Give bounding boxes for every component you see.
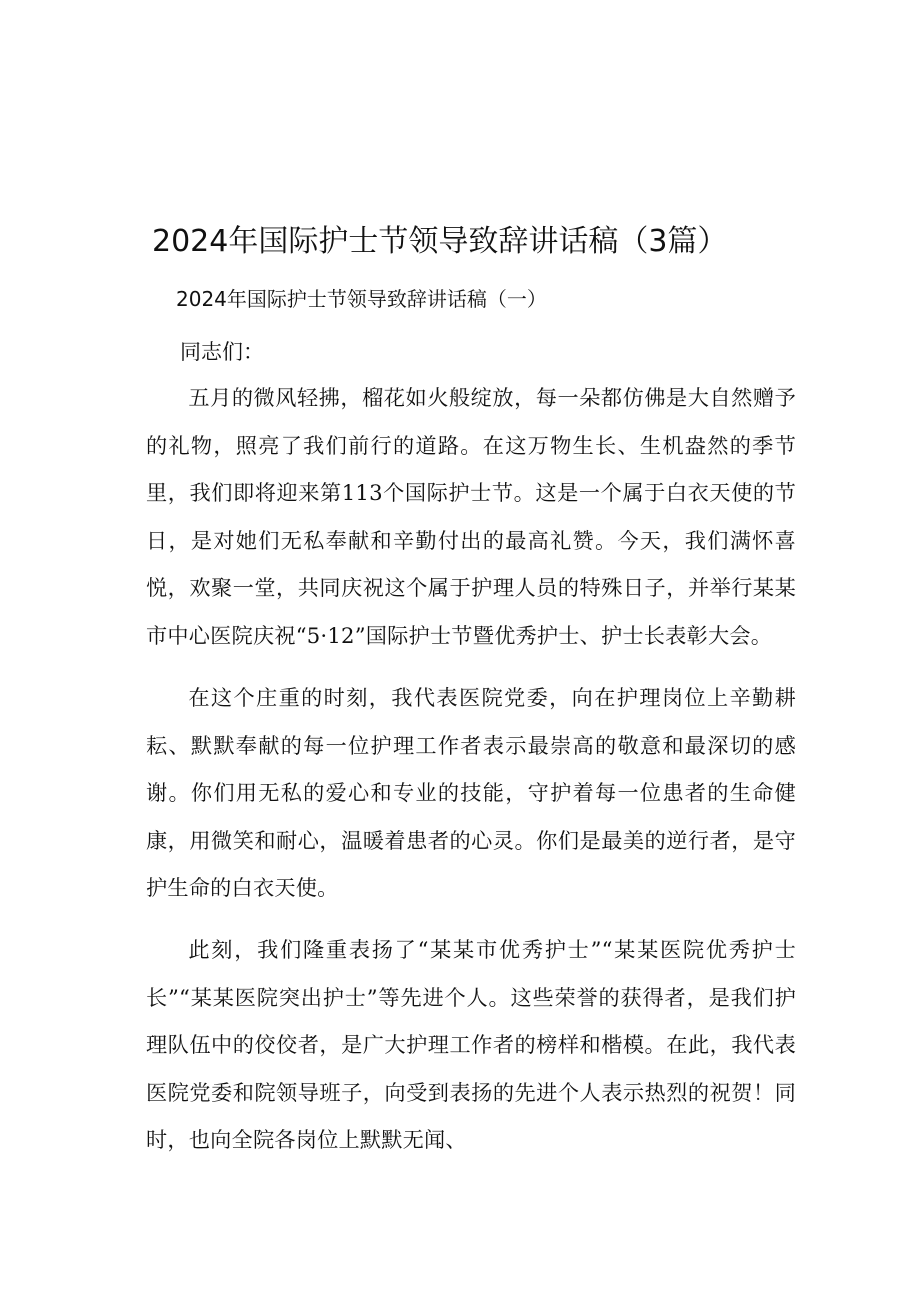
document-title: 2024年国际护士节领导致辞讲话稿（3篇） (152, 224, 728, 259)
greeting: 同志们： (180, 340, 264, 364)
document-subtitle: 2024年国际护士节领导致辞讲话稿（一） (176, 287, 547, 311)
body-paragraph-1: 五月的微风轻拂，榴花如火般绽放，每一朵都仿佛是大自然赠予的礼物，照亮了我们前行的道路。在这万物生长、生机盎然的季节里，我们即将迎来第113个国际护士节。这是一个属于白衣天使的节日，是对她们无私奉献和辛勤付出的最高礼赞。今天，我们满怀喜悦，欢聚一堂，共同庆祝这个属于护理人员的特殊日子，并举行某某市中心医院庆祝“5·12”国际护士节暨优秀护士、护士长表彰大会。 (146, 385, 796, 648)
body-paragraph-2: 在这个庄重的时刻，我代表医院党委，向在护理岗位上辛勤耕耘、默默奉献的每一位护理工作者表示最崇高的敬意和最深切的感谢。你们用无私的爱心和专业的技能，守护着每一位患者的生命健康，用微笑和耐心，温暖着患者的心灵。你们是最美的逆行者，是守护生命的白衣天使。 (146, 685, 796, 901)
body-paragraph-3: 此刻，我们隆重表扬了“某某市优秀护士”“某某医院优秀护士长”“某某医院突出护士”等先进个人。这些荣誉的获得者，是我们护理队伍中的佼佼者，是广大护理工作者的榜样和楷模。在此，我代表医院党委和院领导班子，向受到表扬的先进个人表示热烈的祝贺！同时，也向全院各岗位上默默无闻、 (146, 937, 796, 1153)
